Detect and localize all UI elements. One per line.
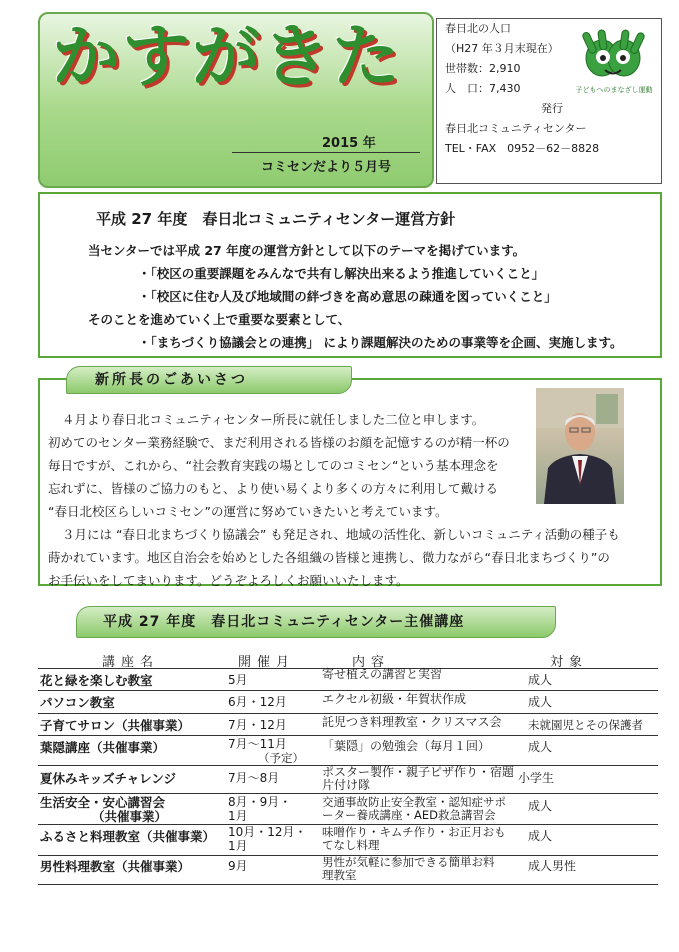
course-month: 7月・12月 (228, 718, 287, 732)
course-target: 小学生 (518, 771, 555, 785)
course-content-cont: てなし料理 (322, 838, 380, 852)
course-target: 成人 (528, 829, 553, 843)
issue-year: 2015 年 (322, 136, 376, 151)
course-month: 5月 (228, 673, 248, 687)
table-divider (38, 735, 658, 736)
policy-item-3: ・「まちづくり協議会との連携」 により課題解決のための事業等を企画、実施します。 (138, 335, 623, 350)
course-content-cont: 片付け隊 (322, 778, 371, 792)
course-month-cont: 1月 (228, 839, 248, 853)
column-header-content: 内容 (352, 655, 391, 670)
course-name: ふるさと料理教室（共催事業） (40, 829, 216, 844)
course-month: 7月～11月 (228, 737, 287, 751)
course-content: 託児つき料理教室・クリスマス会 (322, 715, 502, 729)
course-month: 7月～8月 (228, 771, 280, 785)
course-month: 10月・12月・ (228, 825, 307, 839)
course-month-note: （予定） (258, 751, 304, 765)
course-content: 「葉隠」の勉強会（毎月１回） (322, 739, 491, 753)
course-content: 男性が気軽に参加できる簡単お料 (322, 855, 495, 869)
households-count: 世帯数：2,910 (445, 62, 521, 75)
course-name: 男性料理教室（共催事業） (40, 859, 191, 874)
logo-caption: 子どもへのまなざし運動 (575, 86, 653, 94)
course-content-cont: 理教室 (322, 868, 357, 882)
greeting-heading: 新所長のごあいさつ (66, 366, 352, 394)
course-month: 9月 (228, 859, 248, 873)
person-portrait-icon (536, 388, 624, 504)
children-campaign-logo-icon (572, 28, 656, 98)
course-target: 成人 (528, 673, 553, 687)
course-target: 成人 (528, 740, 553, 754)
course-content: 寄せ植えの講習と実習 (322, 667, 443, 681)
course-name: 夏休みキッズチャレンジ (40, 771, 177, 786)
course-name-cont: （共催事業） (92, 809, 168, 824)
greeting-line-4: 忘れずに、皆様のご協力のもと、より使い易くより多くの方々に利用して戴ける (48, 481, 499, 496)
course-month: 8月・9月・ (228, 795, 292, 809)
column-header-target: 対象 (550, 655, 589, 670)
population-as-of: （H27 年３月末現在） (445, 42, 559, 55)
greeting-line-1: ４月より春日北コミュニティセンター所長に就任しました二位と申します。 (62, 412, 485, 427)
table-divider (38, 713, 658, 714)
course-name: 生活安全・安心講習会 (40, 795, 166, 810)
director-photo (536, 388, 624, 504)
course-target: 成人男性 (528, 859, 577, 873)
course-target: 成人 (528, 799, 553, 813)
policy-intro: 当センターでは平成 27 年度の運営方針として以下のテーマを掲げています。 (88, 243, 526, 258)
course-content: ポスター製作・親子ピザ作り・宿題 (322, 765, 515, 779)
greeting-line-8: お手伝いをしてまいります。どうぞよろしくお願いいたします。 (48, 573, 409, 588)
people-count: 人 口：7,430 (445, 82, 521, 95)
policy-title: 平成 27 年度 春日北コミュニティセンター運営方針 (96, 210, 456, 228)
course-name: 花と緑を楽しむ教室 (40, 673, 153, 688)
issue-label: コミセンだより５月号 (232, 152, 420, 175)
tel-fax: TEL・FAX 0952－62－8828 (445, 142, 600, 155)
greeting-line-3: 毎日ですが、これから、“社会教育実践の場としてのコミセン“という基本理念を (48, 458, 499, 473)
policy-item-1: ・「校区の重要課題をみんなで共有し解決出来るよう推進していくこと」 (138, 266, 545, 281)
table-divider (38, 884, 658, 885)
course-month: 6月・12月 (228, 695, 287, 709)
greeting-line-5: “春日北校区らしいコミセン”の運営に努めていきたいと考えています。 (48, 504, 448, 519)
newsletter-title: かすがきた (52, 18, 403, 97)
courses-heading: 平成 27 年度 春日北コミュニティセンター主催講座 (76, 606, 556, 638)
course-content: エクセル初級・年賀状作成 (322, 692, 467, 706)
greeting-line-2: 初めてのセンター業務経験で、まだ利用される皆様のお顔を記憶するのが精一杯の (48, 435, 510, 450)
publisher-name: 春日北コミュニティセンター (445, 122, 587, 135)
greeting-line-6: ３月には “春日北まちづくり協議会” も発足され、地域の活性化、新しいコミュニティ活動の種子も (62, 527, 620, 542)
table-divider (38, 690, 658, 691)
population-label: 春日北の人口 (445, 22, 511, 35)
course-content: 交通事故防止安全教室・認知症サポ (322, 795, 506, 809)
course-target: 未就園児とその保護者 (528, 718, 643, 732)
course-name: パソコン教室 (40, 695, 115, 710)
course-target: 成人 (528, 695, 553, 709)
course-content-cont: ーター養成講座・AED救急講習会 (322, 808, 496, 822)
course-name: 子育てサロン（共催事業） (40, 718, 191, 733)
policy-item-2: ・「校区に住む人及び地域間の絆づきを高め意思の疎通を図っていくこと」 (138, 289, 557, 304)
course-name: 葉隠講座（共催事業） (40, 740, 166, 755)
column-header-month: 開催月 (238, 655, 296, 670)
course-content: 味噌作り・キムチ作り・お正月おも (322, 825, 506, 839)
greeting-line-7: 蒔かれています。地区自治会を始めとした各組織の皆様と連携し、微力ながら“春日北まちづくり”の (48, 550, 610, 565)
column-header-name: 講座名 (102, 655, 160, 670)
table-divider (38, 793, 658, 794)
publisher-label: 発行 (541, 102, 563, 115)
course-month-cont: 1月 (228, 809, 248, 823)
policy-middle: そのことを進めていく上で重要な要素として、 (88, 312, 351, 327)
